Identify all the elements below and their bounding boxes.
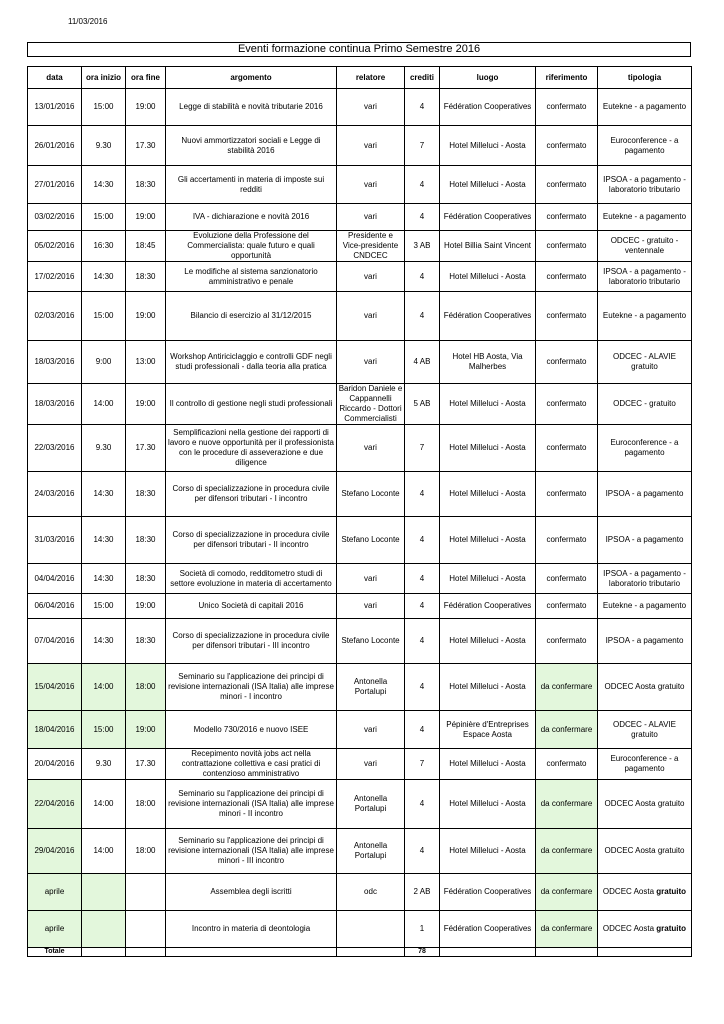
cell-tipologia: Eutekne - a pagamento [598,204,692,231]
tipologia-bold-text: gratuito [656,924,687,933]
table-row [28,749,692,780]
cell-data: 06/04/2016 [28,594,82,619]
cell-ora-inizio: 14:30 [82,517,126,564]
cell-relatore: Antonella Portalupi [337,664,405,711]
cell-tipologia: ODCEC Aosta gratuito [598,664,692,711]
table-row [28,126,692,166]
cell-relatore: vari [337,166,405,204]
cell-riferimento: da confermare [536,874,598,911]
cell-relatore: Presidente e Vice-presidente CNDCEC [337,231,405,262]
cell-crediti: 4 [405,262,440,292]
cell-relatore: Baridon Daniele e Cappannelli Riccardo - Dottori Commercialisti [337,384,405,425]
col-header-argomento: argomento [166,67,337,89]
cell-ora-fine: 19:00 [126,384,166,425]
cell-crediti: 7 [405,425,440,472]
col-header-crediti: crediti [405,67,440,89]
cell-ora-fine [126,874,166,911]
cell-riferimento: da confermare [536,829,598,874]
tipologia-text: ODCEC Aosta [602,924,655,933]
cell-relatore: vari [337,749,405,780]
events-table [27,66,692,957]
cell-ora-inizio: 15:00 [82,204,126,231]
table-row [28,664,692,711]
table-row [28,564,692,594]
cell-riferimento: confermato [536,472,598,517]
cell-data: 18/03/2016 [28,384,82,425]
cell-ora-fine: 19:00 [126,204,166,231]
cell-ora-inizio: 14:00 [82,780,126,829]
cell-relatore: Stefano Loconte [337,619,405,664]
cell-argomento: Seminario su l'applicazione dei principi di revisione internazionali (ISA Italia) alle imprese minori - III incontro [166,829,337,874]
page-title: Eventi formazione continua Primo Semestre 2016 [27,42,691,57]
table-row [28,384,692,425]
cell-ora-fine: 17.30 [126,425,166,472]
cell-data: 13/01/2016 [28,89,82,126]
table-row [28,262,692,292]
cell-argomento: Seminario su l'applicazione dei principi di revisione internazionali (ISA Italia) alle imprese minori - II incontro [166,780,337,829]
cell-crediti: 4 [405,829,440,874]
cell-relatore: Antonella Portalupi [337,829,405,874]
cell-data: 26/01/2016 [28,126,82,166]
cell-luogo: Hotel Milleluci - Aosta [440,517,536,564]
cell-riferimento: confermato [536,231,598,262]
cell-argomento: Modello 730/2016 e nuovo ISEE [166,711,337,749]
col-header-data: data [28,67,82,89]
cell-ora-inizio: 15:00 [82,711,126,749]
cell-ora-fine: 19:00 [126,89,166,126]
cell-riferimento: confermato [536,594,598,619]
cell-luogo: Fédération Cooperatives [440,292,536,341]
cell-argomento: Workshop Antiriciclaggio e controlli GDF negli studi professionali - dalla teoria alla pratica [166,341,337,384]
cell-ora-inizio: 14:00 [82,664,126,711]
cell-crediti: 4 [405,594,440,619]
cell-argomento: Seminario su l'applicazione dei principi di revisione internazionali (ISA Italia) alle imprese minori - I incontro [166,664,337,711]
cell-riferimento: da confermare [536,711,598,749]
table-row [28,619,692,664]
cell-ora-inizio: 14:00 [82,829,126,874]
table-row [28,204,692,231]
cell-relatore [337,911,405,948]
cell-relatore: vari [337,425,405,472]
total-empty-cell [536,948,598,957]
table-row [28,472,692,517]
cell-tipologia: Eutekne - a pagamento [598,292,692,341]
cell-luogo: Hotel Milleluci - Aosta [440,472,536,517]
cell-crediti: 4 [405,664,440,711]
cell-ora-inizio: 14:00 [82,384,126,425]
cell-relatore: vari [337,564,405,594]
cell-argomento: Nuovi ammortizzatori sociali e Legge di stabilità 2016 [166,126,337,166]
cell-tipologia: ODCEC Aosta gratuito [598,829,692,874]
cell-luogo: Pépinière d'Entreprises Espace Aosta [440,711,536,749]
cell-tipologia: IPSOA - a pagamento - laboratorio tributario [598,564,692,594]
cell-crediti: 5 AB [405,384,440,425]
cell-luogo: Hotel Milleluci - Aosta [440,780,536,829]
cell-data: 27/01/2016 [28,166,82,204]
cell-data: 03/02/2016 [28,204,82,231]
cell-ora-fine: 18:45 [126,231,166,262]
cell-relatore: vari [337,126,405,166]
cell-data: 17/02/2016 [28,262,82,292]
cell-ora-fine: 17.30 [126,126,166,166]
cell-tipologia: IPSOA - a pagamento [598,472,692,517]
cell-ora-inizio: 9.30 [82,749,126,780]
cell-data: 20/04/2016 [28,749,82,780]
cell-tipologia: ODCEC - gratuito [598,384,692,425]
cell-argomento: Bilancio di esercizio al 31/12/2015 [166,292,337,341]
cell-relatore: Antonella Portalupi [337,780,405,829]
cell-ora-fine: 18:30 [126,619,166,664]
cell-tipologia: ODCEC - ALAVIE gratuito [598,341,692,384]
table-row [28,292,692,341]
cell-data: 04/04/2016 [28,564,82,594]
cell-data: 07/04/2016 [28,619,82,664]
total-crediti: 78 [405,948,440,957]
cell-ora-inizio: 15:00 [82,594,126,619]
cell-tipologia: Euroconference - a pagamento [598,425,692,472]
total-empty-cell [337,948,405,957]
cell-argomento: Legge di stabilità e novità tributarie 2016 [166,89,337,126]
cell-ora-fine: 18:00 [126,664,166,711]
cell-argomento: Corso di specializzazione in procedura civile per difensori tributari - I incontro [166,472,337,517]
print-date: 11/03/2016 [68,17,108,26]
table-row [28,711,692,749]
cell-argomento: IVA - dichiarazione e novità 2016 [166,204,337,231]
cell-luogo: Fédération Cooperatives [440,874,536,911]
cell-riferimento: confermato [536,425,598,472]
total-row [28,948,692,957]
cell-crediti: 7 [405,749,440,780]
cell-ora-inizio: 14:30 [82,564,126,594]
cell-crediti: 3 AB [405,231,440,262]
cell-luogo: Hotel Milleluci - Aosta [440,619,536,664]
cell-luogo: Hotel Milleluci - Aosta [440,166,536,204]
table-row [28,780,692,829]
cell-tipologia: ODCEC - gratuito - ventennale [598,231,692,262]
cell-data: 15/04/2016 [28,664,82,711]
cell-tipologia: IPSOA - a pagamento [598,619,692,664]
cell-data: 05/02/2016 [28,231,82,262]
cell-riferimento: confermato [536,204,598,231]
cell-luogo: Hotel HB Aosta, Via Malherbes [440,341,536,384]
cell-ora-inizio: 14:30 [82,166,126,204]
cell-ora-inizio: 9.30 [82,126,126,166]
total-label: Totale [28,948,82,957]
total-empty-cell [440,948,536,957]
cell-argomento: Incontro in materia di deontologia [166,911,337,948]
table-row [28,594,692,619]
col-header-tipologia: tipologia [598,67,692,89]
cell-tipologia: Euroconference - a pagamento [598,749,692,780]
cell-argomento: Gli accertamenti in materia di imposte sui redditi [166,166,337,204]
cell-riferimento: confermato [536,384,598,425]
cell-data: 22/04/2016 [28,780,82,829]
cell-tipologia: Euroconference - a pagamento [598,126,692,166]
cell-relatore: vari [337,262,405,292]
table-row [28,911,692,948]
cell-riferimento: confermato [536,126,598,166]
col-header-ora-inizio: ora inizio [82,67,126,89]
cell-data: aprile [28,911,82,948]
col-header-riferimento: riferimento [536,67,598,89]
header-row [28,67,692,89]
cell-ora-inizio: 15:00 [82,89,126,126]
cell-argomento: Il controllo di gestione negli studi professionali [166,384,337,425]
cell-crediti: 4 [405,517,440,564]
cell-ora-fine [126,911,166,948]
cell-crediti: 4 [405,166,440,204]
cell-ora-fine: 18:00 [126,829,166,874]
cell-riferimento: confermato [536,341,598,384]
cell-ora-fine: 18:30 [126,472,166,517]
cell-riferimento: confermato [536,749,598,780]
cell-luogo: Fédération Cooperatives [440,204,536,231]
cell-tipologia: ODCEC Aosta gratuito [598,780,692,829]
cell-ora-inizio: 15:00 [82,292,126,341]
cell-tipologia: Eutekne - a pagamento [598,89,692,126]
table-row [28,166,692,204]
cell-tipologia: IPSOA - a pagamento [598,517,692,564]
total-empty-cell [82,948,126,957]
table-row [28,874,692,911]
table-row [28,89,692,126]
cell-data: 18/04/2016 [28,711,82,749]
cell-ora-fine: 18:30 [126,564,166,594]
cell-luogo: Hotel Milleluci - Aosta [440,384,536,425]
cell-relatore: odc [337,874,405,911]
cell-tipologia: IPSOA - a pagamento - laboratorio tributario [598,262,692,292]
cell-relatore: vari [337,594,405,619]
cell-luogo: Hotel Milleluci - Aosta [440,425,536,472]
total-empty-cell [166,948,337,957]
cell-ora-fine: 18:00 [126,780,166,829]
table-row [28,231,692,262]
table-row [28,829,692,874]
total-empty-cell [126,948,166,957]
cell-data: 24/03/2016 [28,472,82,517]
cell-crediti: 4 [405,89,440,126]
cell-crediti: 4 [405,204,440,231]
cell-luogo: Hotel Milleluci - Aosta [440,564,536,594]
cell-riferimento: da confermare [536,664,598,711]
cell-ora-fine: 18:30 [126,517,166,564]
tipologia-text: ODCEC Aosta [602,887,655,896]
cell-relatore: vari [337,204,405,231]
cell-ora-inizio: 9.30 [82,425,126,472]
cell-crediti: 4 AB [405,341,440,384]
cell-relatore: vari [337,89,405,126]
cell-crediti: 4 [405,711,440,749]
cell-ora-inizio: 9:00 [82,341,126,384]
cell-tipologia: IPSOA - a pagamento - laboratorio tributario [598,166,692,204]
cell-data: 18/03/2016 [28,341,82,384]
cell-relatore: Stefano Loconte [337,472,405,517]
cell-ora-inizio: 16:30 [82,231,126,262]
cell-ora-inizio [82,911,126,948]
cell-ora-inizio: 14:30 [82,472,126,517]
cell-crediti: 4 [405,472,440,517]
tipologia-bold-text: gratuito [656,887,687,896]
cell-crediti: 7 [405,126,440,166]
cell-luogo: Hotel Milleluci - Aosta [440,664,536,711]
cell-argomento: Corso di specializzazione in procedura civile per difensori tributari - III incontro [166,619,337,664]
cell-luogo: Hotel Milleluci - Aosta [440,829,536,874]
cell-data: 29/04/2016 [28,829,82,874]
cell-luogo: Hotel Milleluci - Aosta [440,126,536,166]
cell-tipologia: ODCEC - ALAVIE gratuito [598,711,692,749]
cell-tipologia [598,874,692,911]
cell-argomento: Assemblea degli iscritti [166,874,337,911]
cell-ora-fine: 13:00 [126,341,166,384]
cell-riferimento: confermato [536,292,598,341]
cell-luogo: Hotel Billia Saint Vincent [440,231,536,262]
cell-luogo: Hotel Milleluci - Aosta [440,262,536,292]
cell-ora-inizio: 14:30 [82,262,126,292]
cell-argomento: Recepimento novità jobs act nella contrattazione collettiva e casi pratici di contenzioso amministrativo [166,749,337,780]
cell-ora-fine: 18:30 [126,262,166,292]
cell-argomento: Evoluzione della Professione del Commercialista: quale futuro e quali opportunità [166,231,337,262]
cell-argomento: Società di comodo, redditometro studi di settore evoluzione in materia di accertamento [166,564,337,594]
cell-argomento: Corso di specializzazione in procedura civile per difensori tributari - II incontro [166,517,337,564]
cell-crediti: 4 [405,619,440,664]
cell-tipologia: Eutekne - a pagamento [598,594,692,619]
col-header-relatore: relatore [337,67,405,89]
table-row [28,425,692,472]
cell-ora-inizio [82,874,126,911]
cell-ora-fine: 19:00 [126,594,166,619]
col-header-ora-fine: ora fine [126,67,166,89]
cell-riferimento: da confermare [536,780,598,829]
cell-tipologia [598,911,692,948]
cell-ora-fine: 17.30 [126,749,166,780]
cell-crediti: 4 [405,780,440,829]
cell-argomento: Semplificazioni nella gestione dei rapporti di lavoro e nuove opportunità per il professionista con le procedure di asseverazione e due diligence [166,425,337,472]
cell-relatore: vari [337,292,405,341]
cell-crediti: 4 [405,292,440,341]
cell-crediti: 4 [405,564,440,594]
cell-relatore: vari [337,711,405,749]
cell-data: 02/03/2016 [28,292,82,341]
table-row [28,517,692,564]
cell-luogo: Fédération Cooperatives [440,911,536,948]
cell-ora-fine: 18:30 [126,166,166,204]
cell-riferimento: confermato [536,564,598,594]
cell-ora-inizio: 14:30 [82,619,126,664]
cell-relatore: vari [337,341,405,384]
cell-data: 31/03/2016 [28,517,82,564]
cell-crediti: 1 [405,911,440,948]
cell-ora-fine: 19:00 [126,292,166,341]
cell-data: aprile [28,874,82,911]
cell-luogo: Fédération Cooperatives [440,89,536,126]
col-header-luogo: luogo [440,67,536,89]
table-row [28,341,692,384]
cell-riferimento: confermato [536,166,598,204]
cell-luogo: Fédération Cooperatives [440,594,536,619]
cell-riferimento: da confermare [536,911,598,948]
total-empty-cell [598,948,692,957]
cell-argomento: Unico Società di capitali 2016 [166,594,337,619]
cell-relatore: Stefano Loconte [337,517,405,564]
cell-riferimento: confermato [536,89,598,126]
cell-luogo: Hotel Milleluci - Aosta [440,749,536,780]
cell-riferimento: confermato [536,619,598,664]
cell-data: 22/03/2016 [28,425,82,472]
cell-riferimento: confermato [536,517,598,564]
cell-riferimento: confermato [536,262,598,292]
cell-ora-fine: 19:00 [126,711,166,749]
cell-argomento: Le modifiche al sistema sanzionatorio amministrativo e penale [166,262,337,292]
cell-crediti: 2 AB [405,874,440,911]
